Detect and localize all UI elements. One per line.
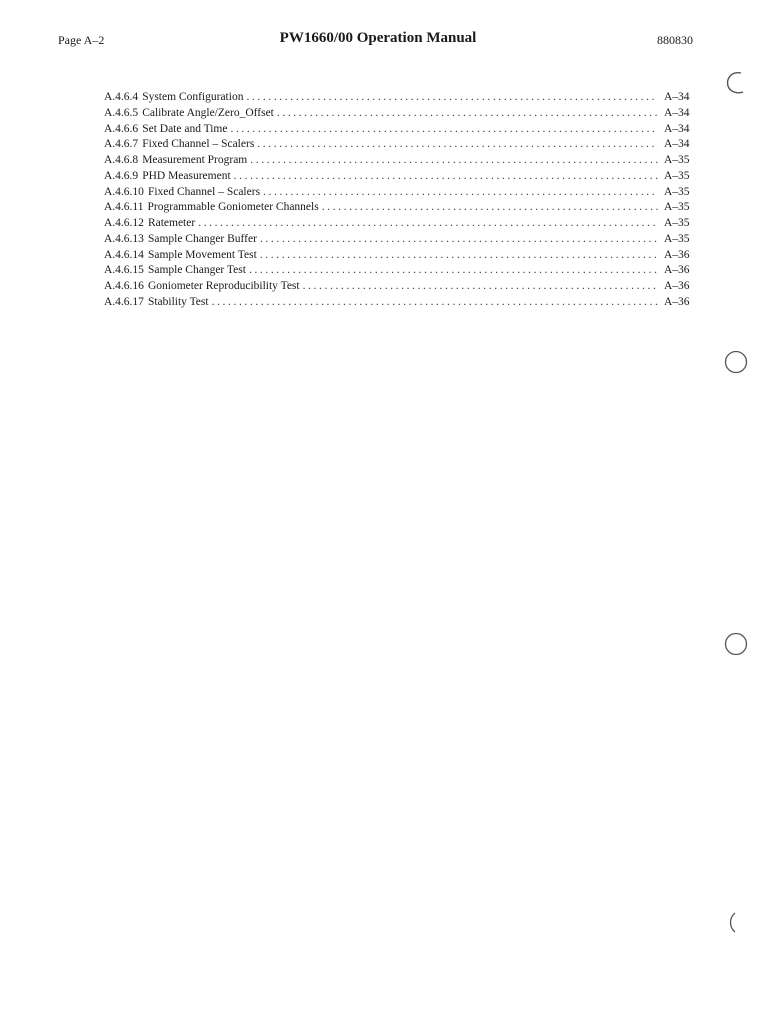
toc-dot-leader [260, 248, 658, 264]
toc-entry-title: Fixed Channel – Scalers [147, 185, 261, 198]
toc-entry [104, 153, 696, 169]
toc-entry-number: A.4.6.11 [104, 201, 144, 214]
toc-entry-title: Sample Movement Test [147, 248, 257, 261]
toc-entry-number: A.4.6.9 [104, 169, 139, 182]
toc-entry [104, 295, 696, 311]
toc-entry-page: A–36 [664, 295, 690, 308]
document-date-code: 880830 [657, 33, 693, 47]
toc-entry-number: A.4.6.6 [104, 122, 139, 135]
toc-entry-page: A–34 [664, 106, 690, 119]
toc-entry [104, 279, 696, 295]
toc-dot-leader [249, 263, 658, 279]
toc-dot-leader [212, 295, 658, 311]
toc-entry [104, 248, 696, 264]
toc-entry-title: PHD Measurement [142, 169, 231, 182]
punch-hole-upper-middle [720, 346, 752, 378]
toc-entry-title: Calibrate Angle/Zero_Offset [142, 106, 274, 119]
toc-dot-leader [257, 137, 658, 153]
toc-entry-page: A–36 [664, 248, 690, 261]
punch-hole-top [722, 68, 748, 98]
toc-dot-leader [230, 122, 658, 138]
page-header [58, 30, 698, 50]
toc-dot-leader [246, 90, 658, 106]
toc-entry-number: A.4.6.7 [104, 138, 139, 151]
toc-entry-page: A–35 [664, 154, 690, 166]
toc-entry-page: A–36 [664, 264, 690, 277]
toc-entry-title: Fixed Channel – Scalers [142, 138, 255, 151]
page-number-label: Page A–2 [58, 33, 105, 47]
toc-entry-title: Goniometer Reproducibility Test [147, 280, 300, 292]
toc-entry [104, 200, 696, 216]
toc-entry [104, 232, 696, 248]
toc-entry-number: A.4.6.5 [104, 106, 139, 119]
toc-entry-number: A.4.6.16 [104, 280, 144, 292]
toc-dot-leader [260, 232, 658, 248]
toc-dot-leader [303, 279, 658, 295]
toc-entry-number: A.4.6.14 [104, 248, 144, 261]
toc-entry [104, 137, 696, 153]
toc-entry-page: A–34 [664, 91, 690, 103]
toc-entry [104, 106, 696, 122]
document-title: PW1660/00 Operation Manual [279, 30, 477, 46]
toc-entry-title: System Configuration [142, 91, 244, 103]
toc-entry-title: Set Date and Time [142, 122, 228, 135]
toc-entry-title: Stability Test [147, 295, 209, 308]
punch-hole-bottom [722, 908, 742, 938]
toc-entry [104, 185, 696, 201]
toc-entry-page: A–35 [664, 232, 690, 245]
toc-dot-leader [250, 153, 658, 169]
toc-entry-page: A–35 [664, 201, 690, 214]
toc-dot-leader [263, 185, 658, 201]
toc-entry-page: A–34 [664, 122, 690, 135]
toc-entry-number: A.4.6.13 [104, 232, 144, 245]
toc-entry [104, 216, 696, 232]
toc-entry [104, 263, 696, 279]
punch-hole-lower-middle [720, 628, 752, 660]
toc-dot-leader [234, 169, 658, 185]
table-of-contents [104, 90, 696, 311]
toc-entry-number: A.4.6.10 [104, 185, 144, 198]
toc-entry-title: Ratemeter [147, 217, 196, 229]
toc-entry-page: A–34 [664, 138, 690, 151]
toc-entry-title: Programmable Goniometer Channels [147, 201, 319, 214]
toc-entry-number: A.4.6.4 [104, 91, 139, 103]
toc-entry-number: A.4.6.15 [104, 264, 144, 277]
toc-entry-number: A.4.6.17 [104, 295, 144, 308]
toc-entry [104, 90, 696, 106]
toc-entry-page: A–35 [664, 169, 690, 182]
toc-entry-page: A–36 [664, 280, 690, 292]
toc-dot-leader [277, 106, 658, 122]
toc-dot-leader [322, 200, 658, 216]
toc-entry-title: Measurement Program [142, 154, 248, 166]
toc-dot-leader [198, 216, 658, 232]
toc-entry-page: A–35 [664, 185, 690, 198]
toc-entry [104, 122, 696, 138]
toc-entry-page: A–35 [664, 217, 690, 229]
toc-entry-title: Sample Changer Test [147, 264, 246, 277]
toc-entry [104, 169, 696, 185]
toc-entry-title: Sample Changer Buffer [147, 232, 257, 245]
toc-entry-number: A.4.6.12 [104, 217, 144, 229]
toc-entry-number: A.4.6.8 [104, 154, 139, 166]
